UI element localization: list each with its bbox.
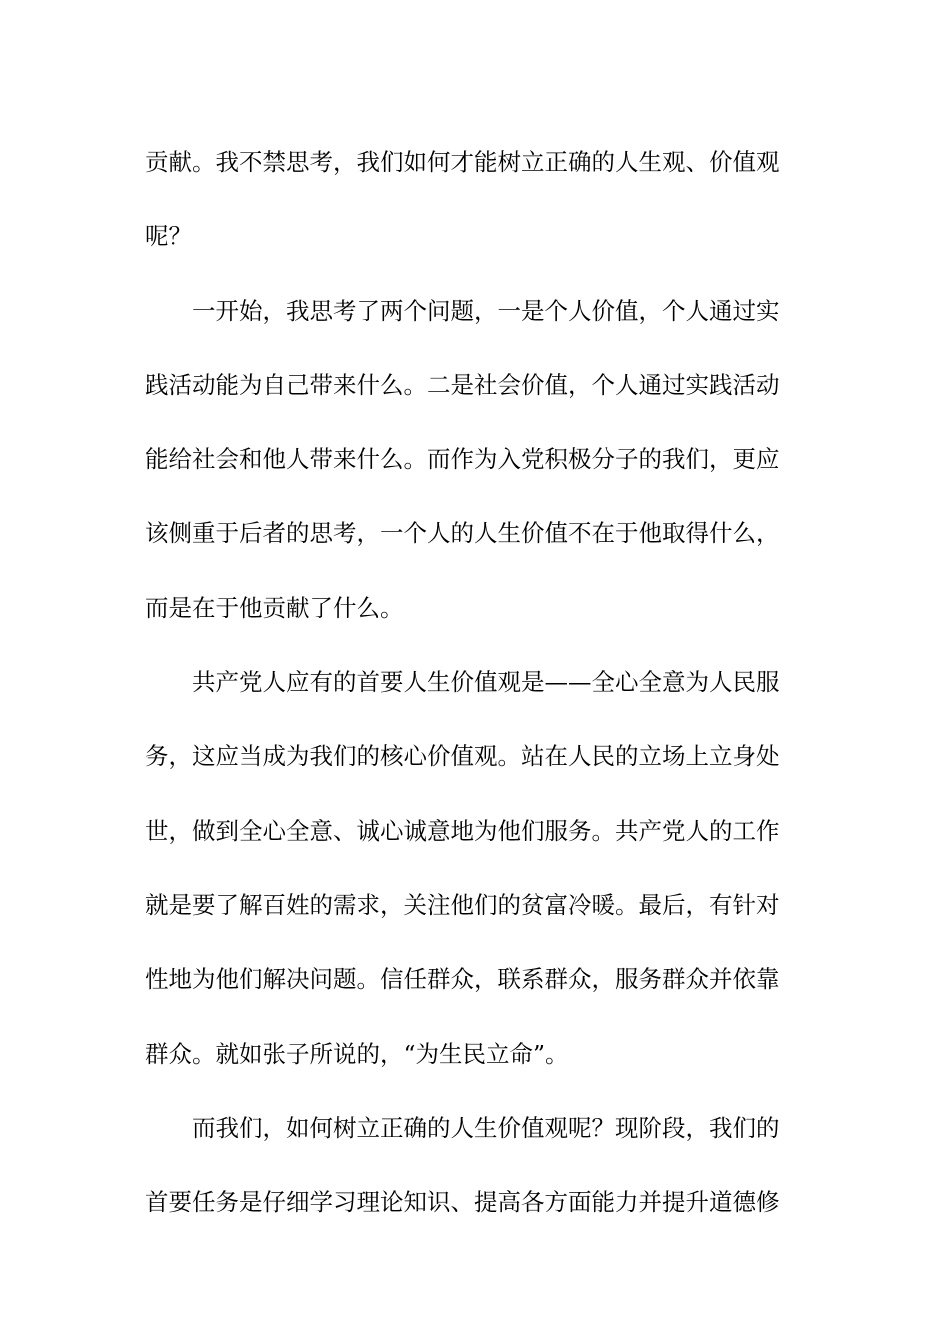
text-line: 而我们，如何树立正确的人生价值观呢？现阶段，我们的 bbox=[192, 1113, 780, 1142]
text-line: 能给社会和他人带来什么。而作为入党积极分子的我们，更应 bbox=[145, 445, 780, 474]
text-line: 首要任务是仔细学习理论知识、提高各方面能力并提升道德修 bbox=[145, 1188, 780, 1217]
text-line: 一开始，我思考了两个问题，一是个人价值，个人通过实 bbox=[192, 296, 780, 325]
text-line: 务，这应当成为我们的核心价值观。站在人民的立场上立身处 bbox=[145, 742, 780, 771]
text-line: 而是在于他贡献了什么。 bbox=[145, 593, 404, 622]
text-line: 性地为他们解决问题。信任群众，联系群众，服务群众并依靠 bbox=[145, 965, 780, 994]
text-line: 共产党人应有的首要人生价值观是——全心全意为人民服 bbox=[192, 668, 780, 697]
text-line: 群众。就如张子所说的，“为生民立命”。 bbox=[145, 1039, 569, 1068]
text-line: 就是要了解百姓的需求，关注他们的贫富冷暖。最后，有针对 bbox=[145, 890, 780, 919]
text-line: 贡献。我不禁思考，我们如何才能树立正确的人生观、价值观 bbox=[145, 148, 780, 176]
text-line: 呢？ bbox=[145, 222, 192, 251]
text-line: 该侧重于后者的思考，一个人的人生价值不在于他取得什么， bbox=[145, 519, 780, 548]
text-line: 世，做到全心全意、诚心诚意地为他们服务。共产党人的工作 bbox=[145, 816, 780, 845]
text-line: 践活动能为自己带来什么。二是社会价值，个人通过实践活动 bbox=[145, 370, 780, 399]
document-body bbox=[145, 125, 805, 1239]
